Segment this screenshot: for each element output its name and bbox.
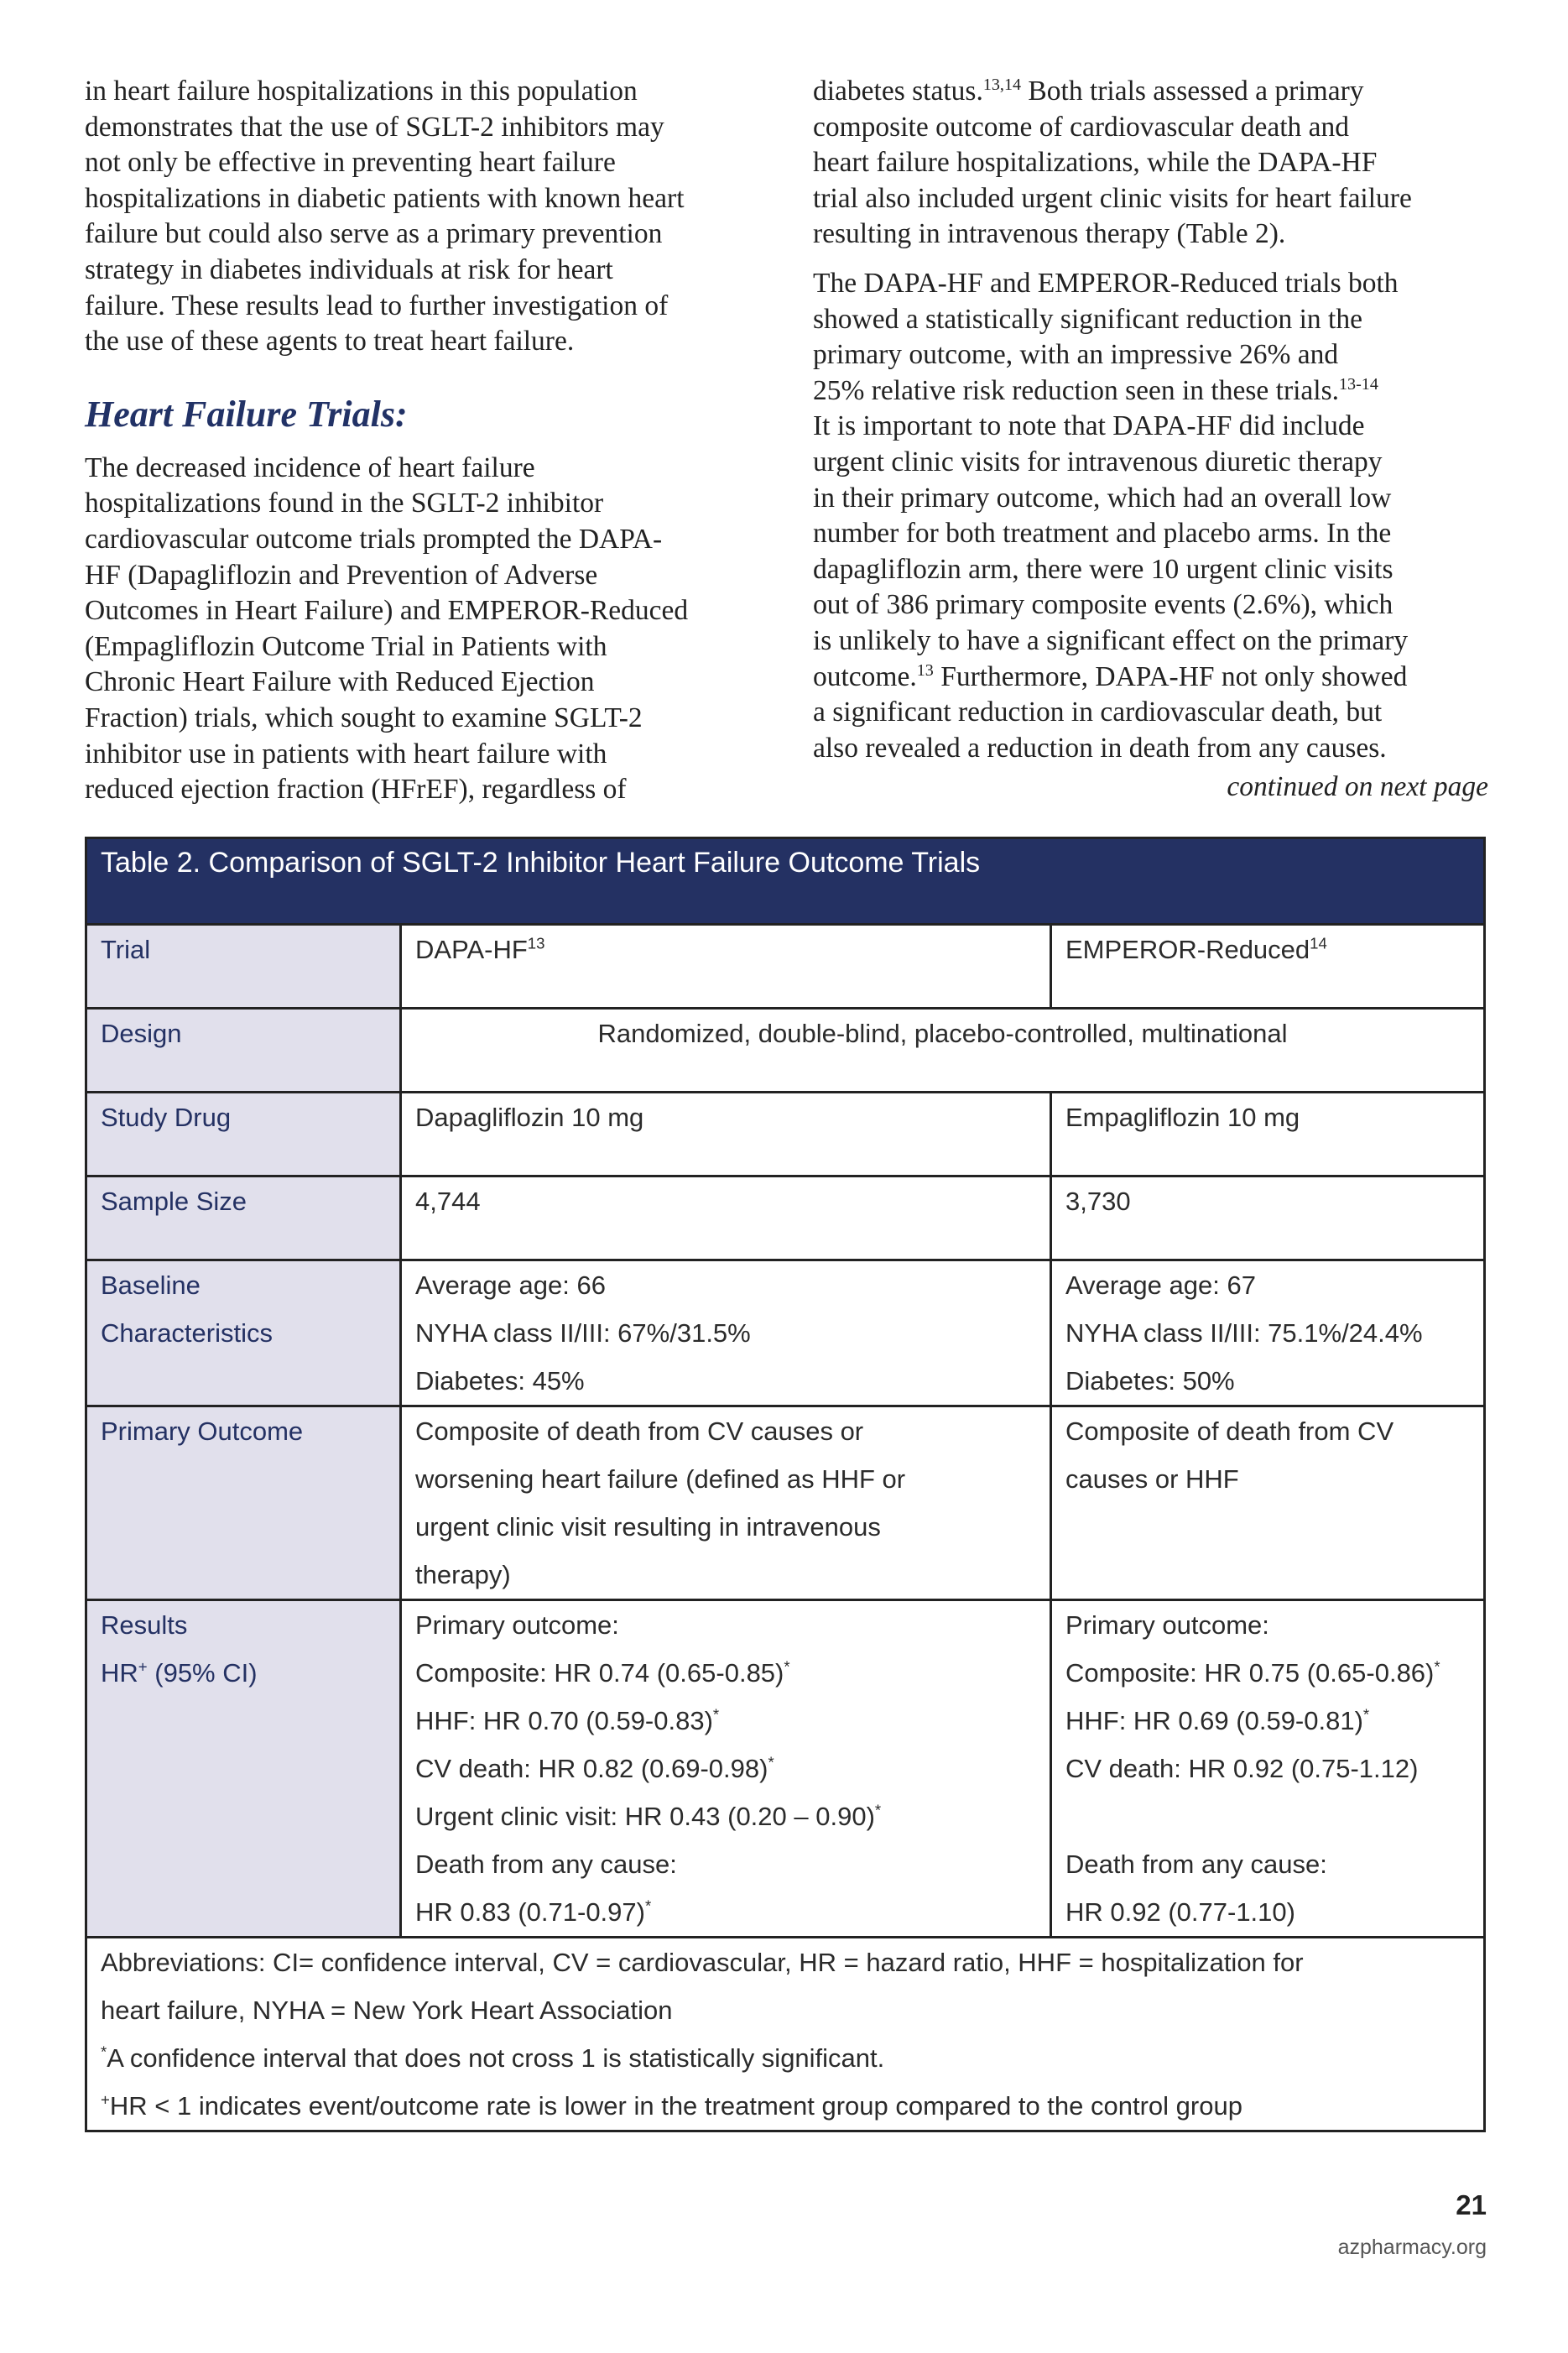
reference-mark: 13-14 bbox=[1339, 374, 1378, 394]
significance-mark: * bbox=[768, 1753, 774, 1771]
dapa-hf-header bbox=[401, 925, 1051, 1009]
row-label-study-drug: Study Drug bbox=[86, 1093, 401, 1176]
cell-line: Average age: 66 bbox=[415, 1270, 606, 1300]
cell-line bbox=[1065, 1697, 1470, 1745]
dapa-results bbox=[401, 1600, 1051, 1938]
cell-line: Death from any cause: bbox=[1065, 1850, 1327, 1879]
body-line: (Empagliflozin Outcome Trial in Patients with bbox=[85, 630, 607, 662]
intro-line: failure. These results lead to further investigation of bbox=[85, 290, 669, 321]
cell-line: Diabetes: 50% bbox=[1065, 1366, 1235, 1396]
body-line: a significant reduction in cardiovascular death, but bbox=[813, 697, 1383, 728]
result-text: HR 0.83 (0.71-0.97) bbox=[415, 1897, 645, 1927]
result-text: Urgent clinic visit: HR 0.43 (0.20 – 0.90) bbox=[415, 1802, 875, 1831]
design-value: Randomized, double-blind, placebo-controlled, multinational bbox=[401, 1009, 1485, 1093]
footnote-text: A confidence interval that does not cross 1 is statistically significant. bbox=[107, 2043, 885, 2073]
reference-mark: 13 bbox=[527, 934, 545, 952]
cell-line: worsening heart failure (defined as HHF or bbox=[415, 1464, 906, 1494]
significance-mark: * bbox=[712, 1705, 720, 1724]
cell-line bbox=[415, 1649, 1036, 1697]
significance-mark: * bbox=[1362, 1705, 1370, 1724]
trial-name: DAPA-HF bbox=[415, 935, 528, 964]
body-line: cardiovascular outcome trials prompted the DAPA- bbox=[85, 523, 663, 555]
table-footnote-row bbox=[86, 1938, 1485, 2131]
cell-line: Primary outcome: bbox=[415, 1610, 619, 1640]
significance-mark: * bbox=[874, 1801, 882, 1819]
intro-line: strategy in diabetes individuals at risk for heart bbox=[85, 253, 613, 285]
cell-line: Composite of death from CV bbox=[1065, 1416, 1394, 1446]
continued-note: continued on next page bbox=[1227, 771, 1488, 803]
section-heading: Heart Failure Trials: bbox=[85, 393, 408, 435]
row-label-sample-size: Sample Size bbox=[86, 1176, 401, 1260]
right-column bbox=[813, 74, 1488, 806]
footnote-significance bbox=[101, 2034, 1470, 2082]
body-line: composite outcome of cardiovascular death and bbox=[813, 111, 1350, 143]
footnote-abbreviations: heart failure, NYHA = New York Heart Association bbox=[101, 1996, 673, 2025]
emperor-baseline bbox=[1051, 1260, 1485, 1406]
label-text: HR bbox=[101, 1658, 138, 1688]
intro-line: demonstrates that the use of SGLT-2 inhibitors may bbox=[85, 111, 664, 143]
trial-name: EMPEROR-Reduced bbox=[1065, 935, 1310, 964]
intro-paragraph bbox=[85, 74, 758, 360]
body-line: number for both treatment and placebo arms. In the bbox=[813, 518, 1392, 550]
cell-line-spacer bbox=[1065, 1792, 1470, 1840]
cell-line: Composite of death from CV causes or bbox=[415, 1416, 864, 1446]
table-row bbox=[86, 1406, 1485, 1600]
label-line: Results bbox=[101, 1610, 188, 1640]
table-row bbox=[86, 1093, 1485, 1176]
result-text: HHF: HR 0.70 (0.59-0.83) bbox=[415, 1706, 713, 1735]
table-caption-row bbox=[86, 838, 1485, 925]
body-line: primary outcome, with an impressive 26% and bbox=[813, 339, 1339, 371]
cell-line: HR 0.92 (0.77-1.10) bbox=[1065, 1897, 1295, 1927]
cell-line bbox=[1065, 1649, 1470, 1697]
cell-line bbox=[415, 1697, 1036, 1745]
label-text: (95% CI) bbox=[147, 1658, 258, 1688]
body-text: 25% relative risk reduction seen in these trials. bbox=[813, 374, 1339, 406]
body-line: inhibitor use in patients with heart failure with bbox=[85, 738, 607, 770]
reference-mark: 13,14 bbox=[982, 75, 1022, 94]
row-label-trial: Trial bbox=[86, 925, 401, 1009]
cell-line: urgent clinic visit resulting in intravenous bbox=[415, 1512, 881, 1542]
emperor-results bbox=[1051, 1600, 1485, 1938]
body-line: hospitalizations found in the SGLT-2 inhibitor bbox=[85, 488, 604, 519]
body-line: The decreased incidence of heart failure bbox=[85, 451, 535, 483]
cell-line: NYHA class II/III: 75.1%/24.4% bbox=[1065, 1318, 1423, 1348]
emperor-primary-outcome bbox=[1051, 1406, 1485, 1600]
footnote-mark: + bbox=[101, 2090, 110, 2109]
row-label-design: Design bbox=[86, 1009, 401, 1093]
label-line bbox=[101, 1649, 386, 1697]
body-line: urgent clinic visits for intravenous diuretic therapy bbox=[813, 446, 1383, 477]
table-footnotes bbox=[86, 1938, 1485, 2131]
cell-line: causes or HHF bbox=[1065, 1464, 1239, 1494]
table-row bbox=[86, 1600, 1485, 1938]
table-row bbox=[86, 1176, 1485, 1260]
significance-mark: * bbox=[644, 1896, 652, 1915]
footnote-abbreviations: Abbreviations: CI= confidence interval, CV = cardiovascular, HR = hazard ratio, HHF = hospitalization for bbox=[101, 1948, 1304, 1977]
cell-line: therapy) bbox=[415, 1560, 511, 1589]
cell-line: NYHA class II/III: 67%/31.5% bbox=[415, 1318, 751, 1348]
dapa-primary-outcome bbox=[401, 1406, 1051, 1600]
site-url: azpharmacy.org bbox=[1337, 2236, 1487, 2259]
row-label-primary-outcome: Primary Outcome bbox=[86, 1406, 401, 1600]
row-label-baseline bbox=[86, 1260, 401, 1406]
page-number: 21 bbox=[1456, 2189, 1487, 2220]
label-line: Baseline bbox=[101, 1270, 201, 1300]
body-line: in their primary outcome, which had an overall low bbox=[813, 482, 1392, 514]
dapa-drug: Dapagliflozin 10 mg bbox=[401, 1093, 1051, 1176]
body-line: The DAPA-HF and EMPEROR-Reduced trials both bbox=[813, 267, 1399, 299]
intro-line: the use of these agents to treat heart failure. bbox=[85, 326, 575, 357]
body-line: Outcomes in Heart Failure) and EMPEROR-Reduced bbox=[85, 595, 689, 627]
body-line: dapagliflozin arm, there were 10 urgent clinic visits bbox=[813, 553, 1393, 585]
intro-line: not only be effective in preventing heart failure bbox=[85, 147, 616, 179]
body-text: diabetes status. bbox=[813, 76, 983, 107]
row-label-results bbox=[86, 1600, 401, 1938]
table-row bbox=[86, 1009, 1485, 1093]
left-column bbox=[85, 74, 758, 808]
cell-line: Death from any cause: bbox=[415, 1850, 677, 1879]
cell-line bbox=[415, 1745, 1036, 1792]
body-line: Chronic Heart Failure with Reduced Ejection bbox=[85, 666, 595, 698]
emperor-sample: 3,730 bbox=[1051, 1176, 1485, 1260]
footnote-hazard-ratio bbox=[101, 2082, 1470, 2130]
cell-line bbox=[415, 1792, 1036, 1840]
result-text: Composite: HR 0.75 (0.65-0.86) bbox=[1065, 1658, 1435, 1688]
body-line: showed a statistically significant reduction in the bbox=[813, 303, 1362, 335]
cell-line: CV death: HR 0.92 (0.75-1.12) bbox=[1065, 1754, 1419, 1783]
result-text: HHF: HR 0.69 (0.59-0.81) bbox=[1065, 1706, 1363, 1735]
dapa-baseline bbox=[401, 1260, 1051, 1406]
body-line: heart failure hospitalizations, while the DAPA-HF bbox=[813, 147, 1378, 179]
body-line: is unlikely to have a significant effect on the primary bbox=[813, 624, 1409, 656]
table-caption: Table 2. Comparison of SGLT-2 Inhibitor Heart Failure Outcome Trials bbox=[86, 838, 1485, 925]
intro-line: failure but could also serve as a primary prevention bbox=[85, 218, 663, 250]
body-text: outcome. bbox=[813, 660, 917, 692]
trials-paragraph bbox=[85, 451, 758, 808]
body-line: out of 386 primary composite events (2.6%), which bbox=[813, 589, 1393, 621]
body-line: trial also included urgent clinic visits for heart failure bbox=[813, 182, 1412, 214]
intro-line: hospitalizations in diabetic patients with known heart bbox=[85, 182, 685, 214]
cell-line: Diabetes: 45% bbox=[415, 1366, 585, 1396]
body-line: HF (Dapagliflozin and Prevention of Adverse bbox=[85, 559, 598, 591]
body-text: Both trials assessed a primary bbox=[1021, 76, 1364, 107]
table-row bbox=[86, 925, 1485, 1009]
body-line: also revealed a reduction in death from any causes. bbox=[813, 732, 1387, 764]
comparison-table bbox=[85, 837, 1486, 2132]
results-paragraph bbox=[813, 266, 1488, 766]
footnote-mark: * bbox=[101, 2043, 107, 2061]
design-paragraph bbox=[813, 74, 1488, 253]
dapa-sample: 4,744 bbox=[401, 1176, 1051, 1260]
footnote-mark: + bbox=[138, 1657, 148, 1676]
reference-mark: 14 bbox=[1310, 934, 1327, 952]
body-line: Fraction) trials, which sought to examine SGLT-2 bbox=[85, 702, 643, 733]
significance-mark: * bbox=[1434, 1657, 1440, 1676]
label-line: Characteristics bbox=[101, 1318, 273, 1348]
body-text: Furthermore, DAPA-HF not only showed bbox=[933, 660, 1408, 692]
body-line: It is important to note that DAPA-HF did include bbox=[813, 410, 1365, 442]
table-row bbox=[86, 1260, 1485, 1406]
body-line: resulting in intravenous therapy (Table 2). bbox=[813, 218, 1286, 250]
footnote-text: HR < 1 indicates event/outcome rate is lower in the treatment group compared to the control group bbox=[109, 2091, 1242, 2121]
cell-line: Primary outcome: bbox=[1065, 1610, 1269, 1640]
result-text: CV death: HR 0.82 (0.69-0.98) bbox=[415, 1754, 768, 1783]
cell-line: Average age: 67 bbox=[1065, 1270, 1256, 1300]
body-line: reduced ejection fraction (HFrEF), regardless of bbox=[85, 774, 627, 806]
result-text: Composite: HR 0.74 (0.65-0.85) bbox=[415, 1658, 784, 1688]
intro-line: in heart failure hospitalizations in this population bbox=[85, 76, 638, 107]
reference-mark: 13 bbox=[916, 660, 934, 680]
cell-line bbox=[415, 1888, 1036, 1936]
emperor-header bbox=[1051, 925, 1485, 1009]
emperor-drug: Empagliflozin 10 mg bbox=[1051, 1093, 1485, 1176]
significance-mark: * bbox=[784, 1657, 790, 1676]
